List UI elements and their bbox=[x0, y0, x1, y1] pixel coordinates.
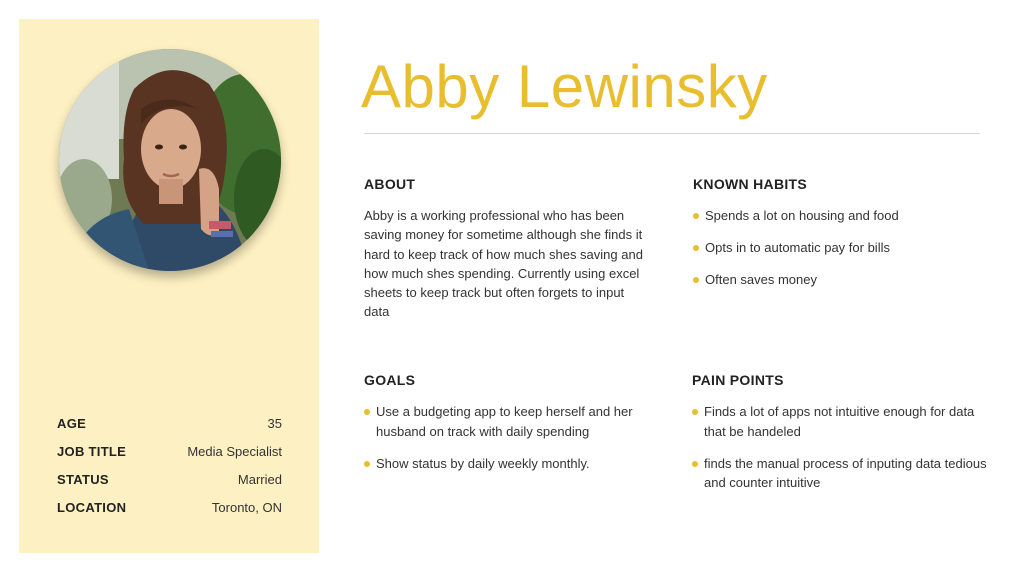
goals-section bbox=[364, 372, 654, 486]
habits-section bbox=[693, 176, 899, 302]
section-title: ABOUT bbox=[364, 176, 416, 192]
bullet-icon bbox=[693, 245, 699, 251]
fact-label: STATUS bbox=[57, 472, 109, 487]
bullet-icon bbox=[692, 461, 698, 467]
list-item bbox=[692, 402, 987, 441]
pain-points-section bbox=[692, 372, 987, 505]
persona-sidebar bbox=[19, 19, 319, 553]
section-title: KNOWN HABITS bbox=[693, 176, 808, 192]
fact-label: LOCATION bbox=[57, 500, 127, 515]
bullet-icon bbox=[364, 409, 370, 415]
fact-label: AGE bbox=[57, 416, 87, 431]
about-section bbox=[364, 176, 649, 322]
persona-facts bbox=[57, 416, 282, 528]
fact-value: 35 bbox=[267, 416, 282, 431]
habits-list bbox=[693, 206, 899, 290]
list-item bbox=[364, 402, 654, 441]
list-item bbox=[364, 454, 654, 474]
list-item-text: Finds a lot of apps not intuitive enough for data that be handeled bbox=[704, 404, 975, 439]
list-item bbox=[693, 270, 899, 290]
list-item-text: Opts in to automatic pay for bills bbox=[705, 240, 890, 255]
persona-name: Abby Lewinsky bbox=[361, 53, 768, 120]
portrait-photo-icon bbox=[59, 49, 281, 271]
divider bbox=[364, 133, 980, 134]
bullet-icon bbox=[693, 277, 699, 283]
bullet-icon bbox=[364, 461, 370, 467]
list-item bbox=[693, 238, 899, 258]
fact-value: Media Specialist bbox=[187, 444, 282, 459]
about-text: Abby is a working professional who has been saving money for sometime although she finds it hard to keep track of how much shes saving and how much shes spending. Currently using excel sheets to keep track but often forgets to input data bbox=[364, 208, 643, 320]
pain-points-list bbox=[692, 402, 987, 493]
fact-status bbox=[57, 472, 282, 500]
list-item-text: Use a budgeting app to keep herself and her husband on track with daily spending bbox=[376, 404, 633, 439]
fact-label: JOB TITLE bbox=[57, 444, 127, 459]
list-item-text: Often saves money bbox=[705, 272, 817, 287]
fact-value: Toronto, ON bbox=[211, 500, 282, 515]
list-item-text: Spends a lot on housing and food bbox=[705, 208, 899, 223]
goals-list bbox=[364, 402, 654, 473]
list-item-text: Show status by daily weekly monthly. bbox=[376, 455, 590, 471]
section-title: PAIN POINTS bbox=[692, 372, 784, 388]
fact-value: Married bbox=[237, 472, 282, 487]
bullet-icon bbox=[693, 213, 699, 219]
bullet-icon bbox=[692, 409, 698, 415]
avatar bbox=[59, 49, 281, 271]
fact-job-title bbox=[57, 444, 282, 472]
list-item bbox=[692, 454, 987, 493]
section-title: GOALS bbox=[364, 372, 416, 388]
fact-age bbox=[57, 416, 282, 444]
list-item-text: finds the manual process of inputing data tedious and counter intuitive bbox=[704, 455, 987, 490]
fact-location bbox=[57, 500, 282, 528]
list-item bbox=[693, 206, 899, 226]
